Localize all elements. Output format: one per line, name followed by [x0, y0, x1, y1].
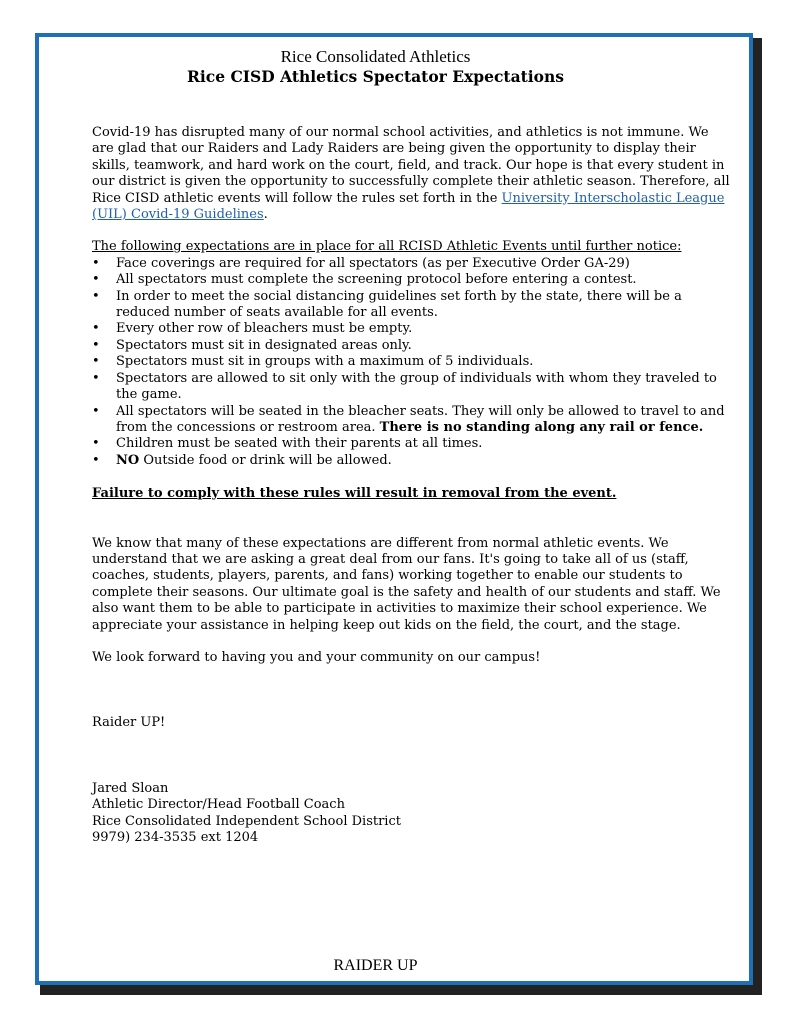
list-item-text: All spectators will be seated in the bleacher seats. They will only be allowed to travel to and from the concessions or restroom area.	[116, 403, 725, 435]
expectations-list	[92, 256, 732, 469]
intro-end: .	[263, 207, 268, 223]
list-item: • Children must be seated with their parents at all times.	[92, 436, 732, 452]
intro-text: Covid-19 has disrupted many of our normal school activities, and athletics is not immune. We are glad that our Raiders and Lady Raiders are being given the opportunity to display their skills, teamwork, and hard work on the court, field, and track. Our hope is that every student in our district is given the opportunity to successfully complete their athletic season. Therefore, all Rice CISD athletic events will follow the rules set forth in the	[92, 125, 730, 206]
list-item: • Spectators are allowed to sit only with the group of individuals with whom they traveled to the game.	[92, 371, 732, 404]
footer-text: RAIDER UP	[333, 957, 418, 974]
signature-phone: 9979) 234-3535 ext 1204	[92, 830, 259, 845]
expectations-heading: The following expectations are in place for all RCISD Athletic Events until further notice:	[92, 239, 682, 255]
list-item	[92, 453, 732, 469]
intro-paragraph	[92, 125, 732, 223]
signature-name: Jared Sloan	[92, 780, 169, 796]
raider-up-line: Raider UP!	[92, 715, 166, 731]
list-item: • All spectators must complete the screening protocol before entering a contest.	[92, 272, 732, 288]
list-item: • Spectators must sit in designated areas only.	[92, 338, 732, 354]
org-name: Rice Consolidated Athletics	[280, 47, 471, 66]
list-item: • Spectators must sit in groups with a maximum of 5 individuals.	[92, 354, 732, 370]
list-item	[92, 404, 732, 437]
list-item-bold: NO	[116, 452, 140, 468]
forward-line: We look forward to having you and your community on our campus!	[92, 649, 541, 665]
page-title: Rice CISD Athletics Spectator Expectations	[187, 67, 564, 86]
list-item: • In order to meet the social distancing guidelines set forth by the state, there will be a reduced number of seats available for all events.	[92, 289, 732, 322]
list-item: • Face coverings are required for all spectators (as per Executive Order GA-29)	[92, 256, 732, 272]
uil-guidelines-link[interactable]: University Interscholastic League (UIL) Covid-19 Guidelines	[92, 190, 725, 223]
signature-title: Athletic Director/Head Football Coach	[92, 797, 345, 813]
list-item-text: Outside food or drink will be allowed.	[139, 452, 392, 468]
list-item: • Every other row of bleachers must be empty.	[92, 321, 732, 337]
list-item-bold: There is no standing along any rail or fence.	[379, 419, 704, 435]
letter-body	[92, 125, 732, 846]
signature-district: Rice Consolidated Independent School District	[92, 813, 401, 829]
closing-paragraph: We know that many of these expectations are different from normal athletic events. We understand that we are asking a great deal from our fans. It's going to take all of us (staff, coaches, students, players, parents, and fans) working together to enable our students to complete their seasons. Our ultimate goal is the safety and health of our students and staff. We also want them to be able to participate in activities to maximize their school experience. We appreciate your assistance in helping keep out kids on the field, the court, and the stage.	[92, 535, 721, 633]
warning-text: Failure to comply with these rules will result in removal from the event.	[92, 486, 617, 502]
signature-block	[92, 781, 732, 847]
